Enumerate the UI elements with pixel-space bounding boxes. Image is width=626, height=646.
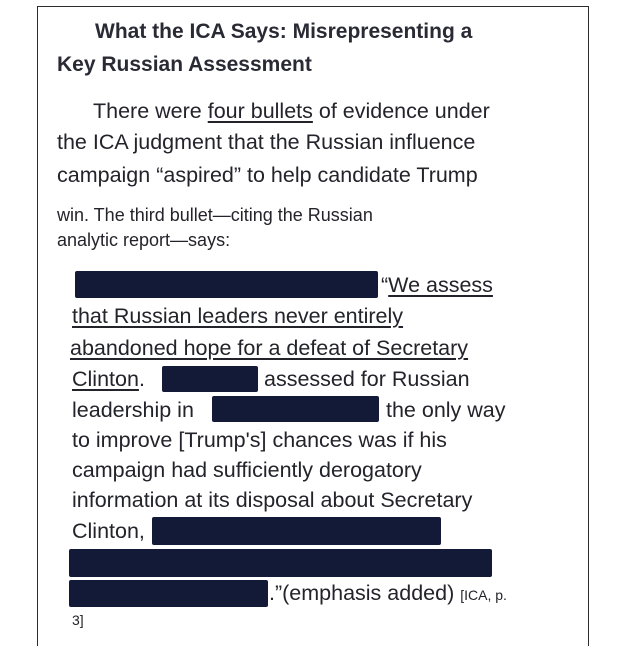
quote-line-7: campaign had sufficiently derogatory bbox=[72, 458, 422, 482]
quote-underlined-text: We assess bbox=[388, 273, 493, 297]
quote-underlined-text: Clinton bbox=[72, 367, 139, 391]
intro-text: of evidence under bbox=[312, 99, 490, 123]
closing-quote-emphasis: .”(emphasis added) bbox=[269, 581, 455, 605]
period: . bbox=[138, 367, 145, 391]
quote-line-8: information at its disposal about Secretary bbox=[72, 488, 473, 512]
quote-line-4-end: assessed for Russian bbox=[264, 367, 470, 391]
heading-line-2: Key Russian Assessment bbox=[57, 53, 312, 76]
redaction-block-4 bbox=[152, 517, 441, 545]
intro-line-3: campaign “aspired” to help candidate Trump bbox=[57, 163, 478, 187]
intro-line-4: win. The third bullet—citing the Russian bbox=[57, 205, 373, 225]
quote-line-9: Clinton, bbox=[72, 519, 145, 543]
heading-line-1: What the ICA Says: Misrepresenting a bbox=[95, 20, 473, 43]
quote-line-5-start: leadership in bbox=[72, 398, 194, 422]
quote-underlined-text: abandoned hope for a defeat of Secretary bbox=[70, 336, 469, 360]
citation: [ICA, p. bbox=[460, 587, 507, 603]
quote-line-11 bbox=[269, 581, 507, 606]
quote-line-3 bbox=[70, 336, 468, 361]
intro-line-2: the ICA judgment that the Russian influence bbox=[57, 130, 476, 154]
quote-line-5-end: the only way bbox=[386, 398, 506, 422]
intro-line-5: analytic report—says: bbox=[57, 230, 231, 250]
intro-line-1 bbox=[93, 99, 490, 124]
quote-line-6: to improve [Trump's] chances was if his bbox=[72, 428, 447, 452]
redaction-block-2 bbox=[162, 366, 258, 392]
quote-line-1 bbox=[381, 273, 493, 298]
emphasis-four-bullets: four bullets bbox=[207, 99, 313, 123]
redaction-block-6 bbox=[69, 580, 268, 607]
redaction-block-5 bbox=[69, 549, 492, 577]
quote-line-2 bbox=[72, 304, 403, 329]
quote-underlined-text: that Russian leaders never entirely bbox=[72, 304, 404, 328]
intro-text: There were bbox=[93, 99, 208, 123]
open-quote: “ bbox=[381, 273, 389, 297]
redaction-block-3 bbox=[212, 396, 379, 422]
citation-continued: 3] bbox=[72, 612, 84, 628]
redaction-block-1 bbox=[75, 271, 378, 298]
quote-line-4-start bbox=[72, 367, 145, 392]
